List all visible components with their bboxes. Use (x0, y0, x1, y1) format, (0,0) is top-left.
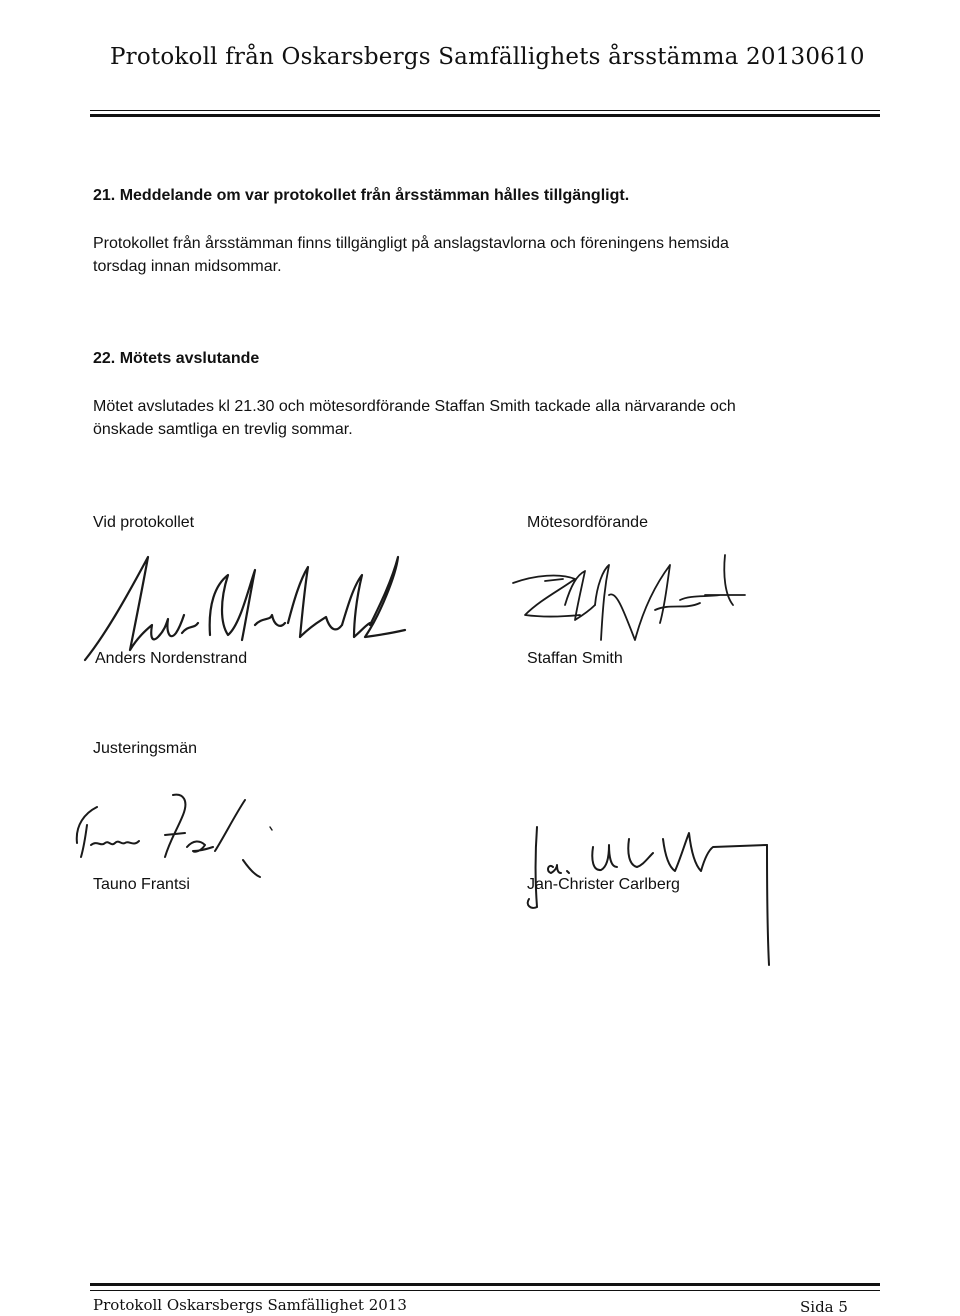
section-21-line-2: torsdag innan midsommar. (93, 258, 282, 275)
section-22-line-1: Mötet avslutades kl 21.30 och mötesordförande Staffan Smith tackade alla närvarande och (93, 398, 736, 415)
secretary-role-label: Vid protokollet (93, 514, 195, 531)
page-header-title: Protokoll från Oskarsbergs Samfällighets årsstämma 20130610 (110, 44, 865, 70)
adjusters-heading: Justeringsmän (93, 740, 198, 757)
section-22-line-2: önskade samtliga en trevlig sommar. (93, 421, 353, 438)
secretary-name: Anders Nordenstrand (95, 650, 248, 667)
footer-rule-thin (90, 1290, 880, 1291)
adjuster2-name: Jan-Christer Carlberg (527, 876, 680, 893)
section-21-body (93, 232, 873, 278)
section-22-heading: 22. Mötets avslutande (93, 350, 260, 367)
adjuster1-name: Tauno Frantsi (93, 876, 190, 893)
chair-role-label: Mötesordförande (527, 514, 648, 531)
adjuster2-signature (505, 815, 785, 975)
section-21-heading: 21. Meddelande om var protokollet från årsstämman hålles tillgängligt. (93, 187, 630, 204)
chair-name: Staffan Smith (527, 650, 623, 667)
adjuster1-signature (55, 785, 305, 885)
footer-page-number: Sida 5 (800, 1298, 848, 1316)
section-22-body (93, 395, 873, 441)
header-rule (90, 114, 880, 117)
footer-rule (90, 1283, 880, 1286)
header-rule-thin (90, 110, 880, 111)
footer-left-text: Protokoll Oskarsbergs Samfällighet 2013 (93, 1296, 407, 1314)
section-21-line-1: Protokollet från årsstämman finns tillgängligt på anslagstavlorna och föreningens hemsida (93, 235, 729, 252)
chair-signature (505, 545, 755, 655)
